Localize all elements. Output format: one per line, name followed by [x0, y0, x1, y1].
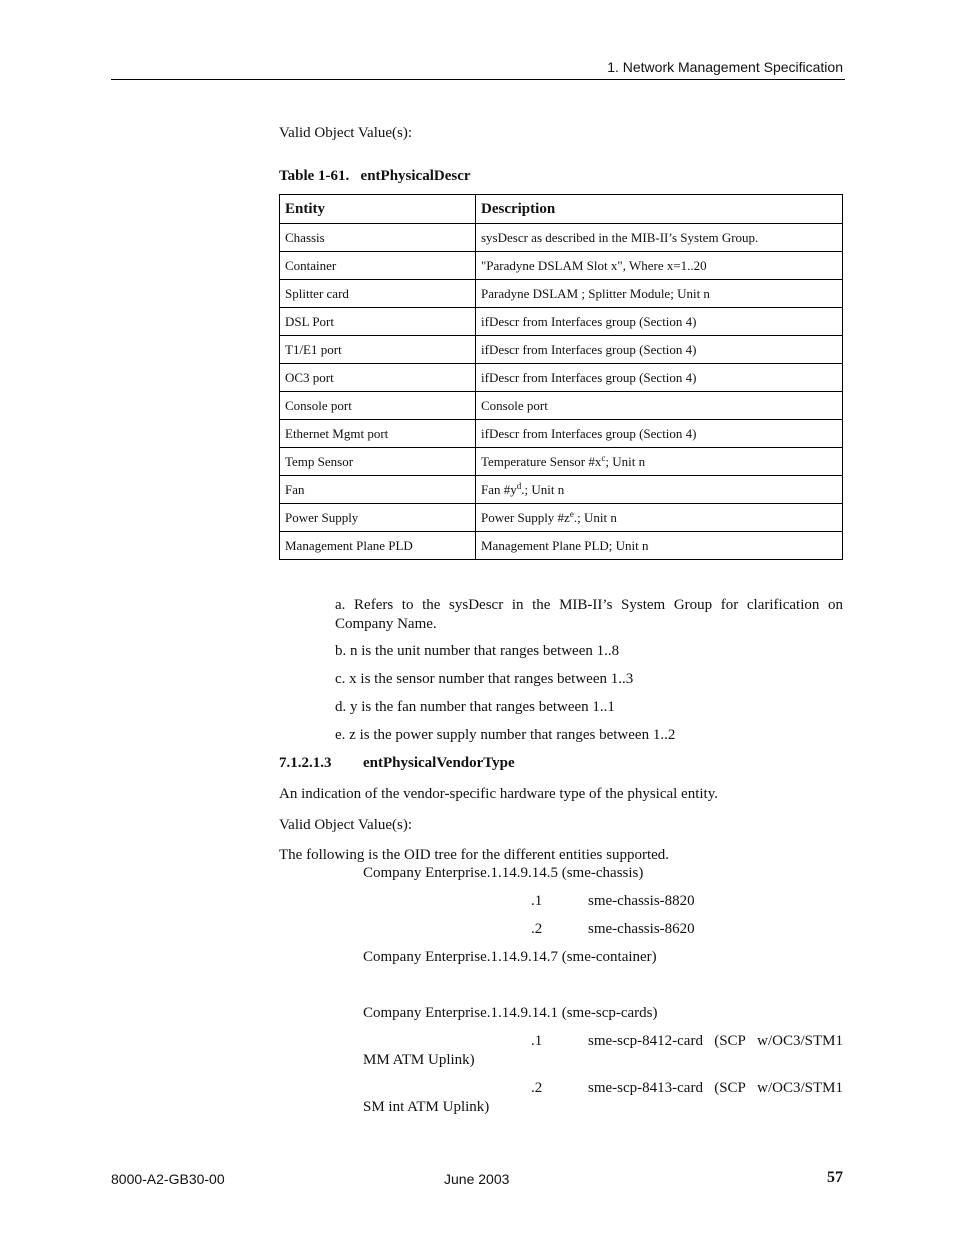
oid-index: .2: [531, 921, 543, 937]
description-suffix: .; Unit n: [573, 509, 617, 525]
oid-index: .1: [531, 893, 543, 909]
oid-entity-name-continued: SM int ATM Uplink): [363, 1099, 490, 1115]
description-suffix: ; Unit n: [605, 453, 646, 469]
description-text: sysDescr as described in the MIB-II’s System Group.: [481, 229, 759, 245]
description-text: Management Plane PLD; Unit n: [481, 537, 649, 553]
footnote-a: a. Refers to the sysDescr in the MIB-II’s System Group for clarification on Company Name.: [335, 597, 843, 632]
description-text: Paradyne DSLAM ; Splitter Module; Unit n: [481, 285, 710, 301]
table-row: [280, 280, 843, 308]
description-cell: [476, 504, 843, 532]
description-cell: [476, 532, 843, 560]
footnote-d: d. y is the fan number that ranges between 1..1: [335, 699, 615, 715]
description-suffix: .; Unit n: [521, 481, 565, 497]
oid-scp-root: Company Enterprise.1.14.9.14.1 (sme-scp-cards): [363, 1005, 658, 1021]
description-text: ifDescr from Interfaces group (Section 4): [481, 341, 697, 357]
table-row: [280, 308, 843, 336]
oid-chassis-root: Company Enterprise.1.14.9.14.5 (sme-chassis): [363, 865, 644, 881]
description-text: Power Supply #z: [481, 509, 570, 525]
footnote-marker: c: [601, 452, 606, 463]
table-row: [280, 504, 843, 532]
entity-cell: Chassis: [280, 224, 476, 252]
table-row: [280, 420, 843, 448]
description-text: ifDescr from Interfaces group (Section 4): [481, 313, 697, 329]
entity-cell: Ethernet Mgmt port: [280, 420, 476, 448]
description-text: "Paradyne DSLAM Slot x", Where x=1..20: [481, 257, 707, 273]
entity-cell: OC3 port: [280, 364, 476, 392]
description-cell: [476, 224, 843, 252]
table-row: [280, 252, 843, 280]
description-cell: [476, 420, 843, 448]
table-row: [280, 336, 843, 364]
oid-entity-word: w/OC3/STM1: [757, 1033, 843, 1049]
footnote-b: b. n is the unit number that ranges between 1..8: [335, 643, 620, 659]
oid-entity-name-continued: MM ATM Uplink): [363, 1052, 475, 1068]
description-cell: [476, 308, 843, 336]
page-number: 57: [827, 1169, 843, 1186]
entity-cell: Fan: [280, 476, 476, 504]
entity-cell: T1/E1 port: [280, 336, 476, 364]
entity-cell: Container: [280, 252, 476, 280]
description-cell: [476, 280, 843, 308]
entphysicaldescr-table: [279, 194, 843, 560]
footer-date: June 2003: [444, 1171, 510, 1187]
table-row: [280, 448, 843, 476]
oid-index: .1: [531, 1033, 543, 1049]
table-row: [280, 224, 843, 252]
entity-cell: Splitter card: [280, 280, 476, 308]
table-row: [280, 476, 843, 504]
description-text: ifDescr from Interfaces group (Section 4): [481, 425, 697, 441]
table-row: [280, 364, 843, 392]
footnote-marker: e: [569, 508, 574, 519]
description-cell: [476, 252, 843, 280]
oid-entity-word: sme-scp-8412-card: [588, 1033, 703, 1049]
entity-cell: Power Supply: [280, 504, 476, 532]
valid-values-label: Valid Object Value(s):: [279, 125, 413, 141]
description-text: Console port: [481, 397, 548, 413]
description-cell: [476, 448, 843, 476]
description-text: Temperature Sensor #x: [481, 453, 602, 469]
oid-entity-word: (SCP: [714, 1033, 746, 1049]
section-title: entPhysicalVendorType: [363, 755, 515, 771]
oid-intro: The following is the OID tree for the different entities supported.: [279, 847, 670, 863]
table-header-row: [280, 195, 843, 224]
entity-cell: DSL Port: [280, 308, 476, 336]
description-cell: [476, 392, 843, 420]
column-header-entity: Entity: [280, 195, 476, 224]
description-cell: [476, 364, 843, 392]
oid-entity-name: sme-chassis-8620: [588, 921, 695, 937]
table-row: [280, 532, 843, 560]
description-cell: [476, 476, 843, 504]
header-rule: [111, 79, 845, 80]
running-header: 1. Network Management Specification: [607, 59, 843, 75]
oid-entity-word: w/OC3/STM1: [757, 1080, 843, 1096]
oid-entity-name: sme-chassis-8820: [588, 893, 695, 909]
table-caption: Table 1-61. entPhysicalDescr: [279, 168, 471, 184]
description-text: Fan #y: [481, 481, 517, 497]
oid-container-root: Company Enterprise.1.14.9.14.7 (sme-container): [363, 949, 657, 965]
oid-index: .2: [531, 1080, 543, 1096]
oid-entity-name: [588, 1080, 843, 1097]
footnote-e: e. z is the power supply number that ranges between 1..2: [335, 727, 676, 743]
footer-doc-number: 8000-A2-GB30-00: [111, 1171, 225, 1187]
entity-cell: Management Plane PLD: [280, 532, 476, 560]
description-text: ifDescr from Interfaces group (Section 4): [481, 369, 697, 385]
section-description: An indication of the vendor-specific hardware type of the physical entity.: [279, 786, 718, 802]
section-valid-label: Valid Object Value(s):: [279, 817, 413, 833]
column-header-description: Description: [476, 195, 843, 224]
footnote-c: c. x is the sensor number that ranges between 1..3: [335, 671, 634, 687]
oid-entity-word: sme-scp-8413-card: [588, 1080, 703, 1096]
oid-entity-word: (SCP: [714, 1080, 746, 1096]
entity-cell: Temp Sensor: [280, 448, 476, 476]
entity-cell: Console port: [280, 392, 476, 420]
footnote-marker: d: [516, 480, 522, 491]
table-row: [280, 392, 843, 420]
description-cell: [476, 336, 843, 364]
section-number: 7.1.2.1.3: [279, 755, 332, 771]
oid-entity-name: [588, 1033, 843, 1050]
